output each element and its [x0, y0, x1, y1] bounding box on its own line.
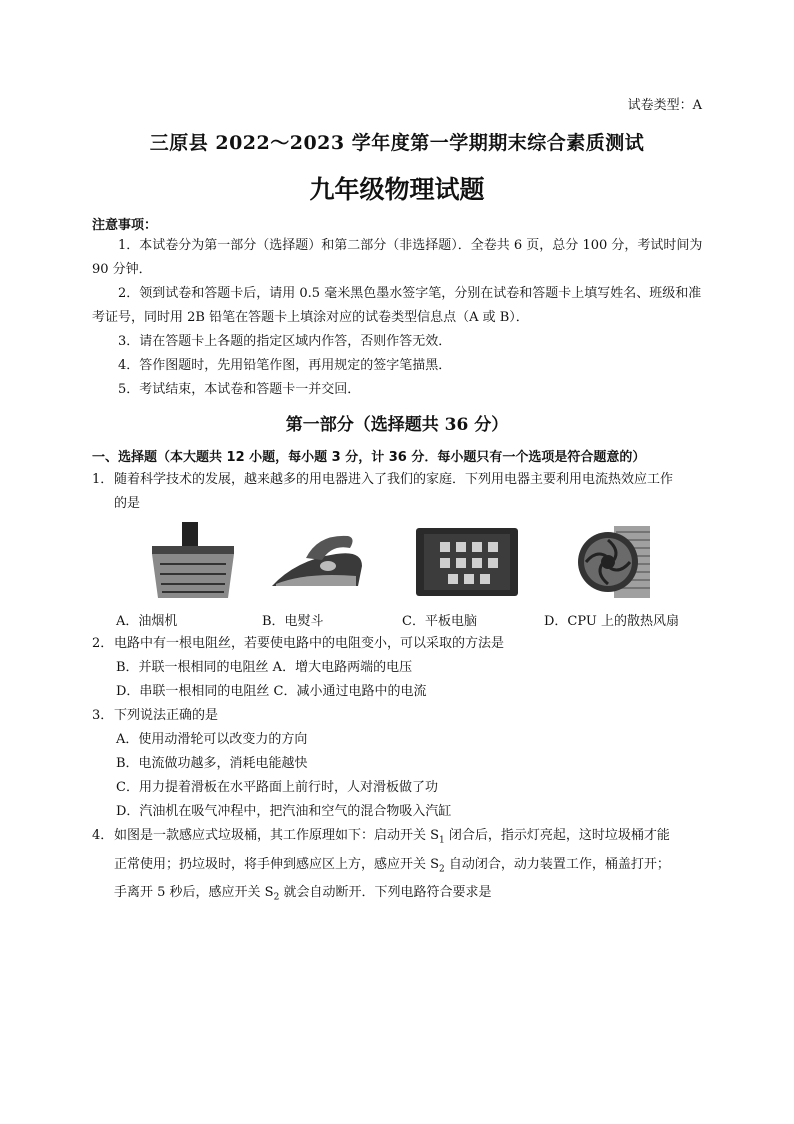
exam-title: 三原县 2022～2023 学年度第一学期期末综合素质测试: [149, 132, 645, 154]
range-hood-image: [148, 520, 238, 602]
question-3-option-b[interactable]: B．电流做功越多，消耗电能越快: [116, 756, 308, 771]
paper-type-label: 试卷类型：A: [627, 98, 702, 113]
notes-heading: 注意事项：: [92, 218, 158, 233]
question-4-line2-b: 自动闭合，动力装置工作，桶盖打开；: [444, 856, 670, 872]
question-1-stem-line1: 随着科学技术的发展，越来越多的用电器进入了我们的家庭．下列用电器主要利用电流热效应工作: [114, 472, 674, 487]
question-3-option-c[interactable]: C．用力提着滑板在水平路面上前行时，人对滑板做了功: [116, 780, 438, 795]
question-1-option-b[interactable]: B．电熨斗: [262, 614, 324, 629]
question-number: 4．: [92, 828, 114, 843]
question-number: 2．: [92, 636, 114, 651]
tablet-computer-image: [414, 520, 520, 602]
question-2-options-row-1[interactable]: B．并联一根相同的电阻丝 A．增大电路两端的电压: [116, 660, 413, 675]
cpu-fan-image: [574, 520, 656, 602]
question-4: [92, 824, 704, 910]
subscript: 1: [439, 835, 445, 846]
note-item-5: 5．考试结束，本试卷和答题卡一并交回．: [118, 382, 361, 397]
question-number: 3．: [92, 708, 114, 723]
question-2-stem: 电路中有一根电阻丝，若要使电路中的电阻变小，可以采取的方法是: [114, 636, 505, 651]
question-3-option-a[interactable]: A．使用动滑轮可以改变力的方向: [116, 732, 308, 747]
question-1-option-d[interactable]: D．CPU 上的散热风扇: [544, 614, 679, 629]
subscript: 2: [439, 864, 445, 875]
question-4-line3-a: 手离开 5 秒后，感应开关 S: [114, 885, 274, 901]
question-4-line2-a: 正常使用；扔垃圾时，将手伸到感应区上方，感应开关 S: [114, 856, 440, 872]
question-4-line3-b: 就会自动断开．下列电路符合要求是: [279, 885, 492, 901]
question-3: [92, 704, 704, 728]
question-3-stem: 下列说法正确的是: [114, 708, 219, 723]
question-1: [92, 468, 704, 516]
question-2: [92, 632, 704, 656]
note-item-4: 4．答作图题时，先用铅笔作图，再用规定的签字笔描黑．: [118, 358, 452, 373]
question-4-line1-b: 闭合后，指示灯亮起，这时垃圾桶才能: [444, 828, 670, 843]
note-item-2: 2．领到试卷和答题卡后，请用 0.5 毫米黑色墨水签字笔，分别在试卷和答题卡上填写姓名、班级和准考证号，同时用 2B 铅笔在答题卡上填涂对应的试卷类型信息点（A 或 B）．: [92, 286, 702, 325]
section-heading: 一、选择题（本大题共 12 小题，每小题 3 分，计 36 分．每小题只有一个选项是符合题意的）: [92, 450, 646, 465]
subscript: 2: [273, 892, 280, 903]
question-1-option-a[interactable]: A．油烟机: [116, 614, 178, 629]
question-3-option-d[interactable]: D．汽油机在吸气冲程中，把汽油和空气的混合物吸入汽缸: [116, 804, 452, 819]
question-1-stem-line2: 的是: [114, 496, 141, 511]
question-2-options-row-2[interactable]: D．串联一根相同的电阻丝 C．减小通过电路中的电流: [116, 684, 427, 699]
exam-subtitle: 九年级物理试题: [309, 175, 485, 204]
note-item-1: 1．本试卷分为第一部分（选择题）和第二部分（非选择题）．全卷共 6 页，总分 100 分，考试时间为 90 分钟．: [92, 238, 703, 277]
note-item-3: 3．请在答题卡上各题的指定区域内作答，否则作答无效．: [118, 334, 452, 349]
question-1-option-c[interactable]: C．平板电脑: [402, 614, 477, 629]
part1-title: 第一部分（选择题共 36 分）: [285, 415, 509, 435]
question-number: 1．: [92, 472, 114, 487]
question-4-line1-a: 如图是一款感应式垃圾桶，其工作原理如下：启动开关 S: [114, 828, 440, 843]
electric-iron-image: [266, 520, 366, 602]
